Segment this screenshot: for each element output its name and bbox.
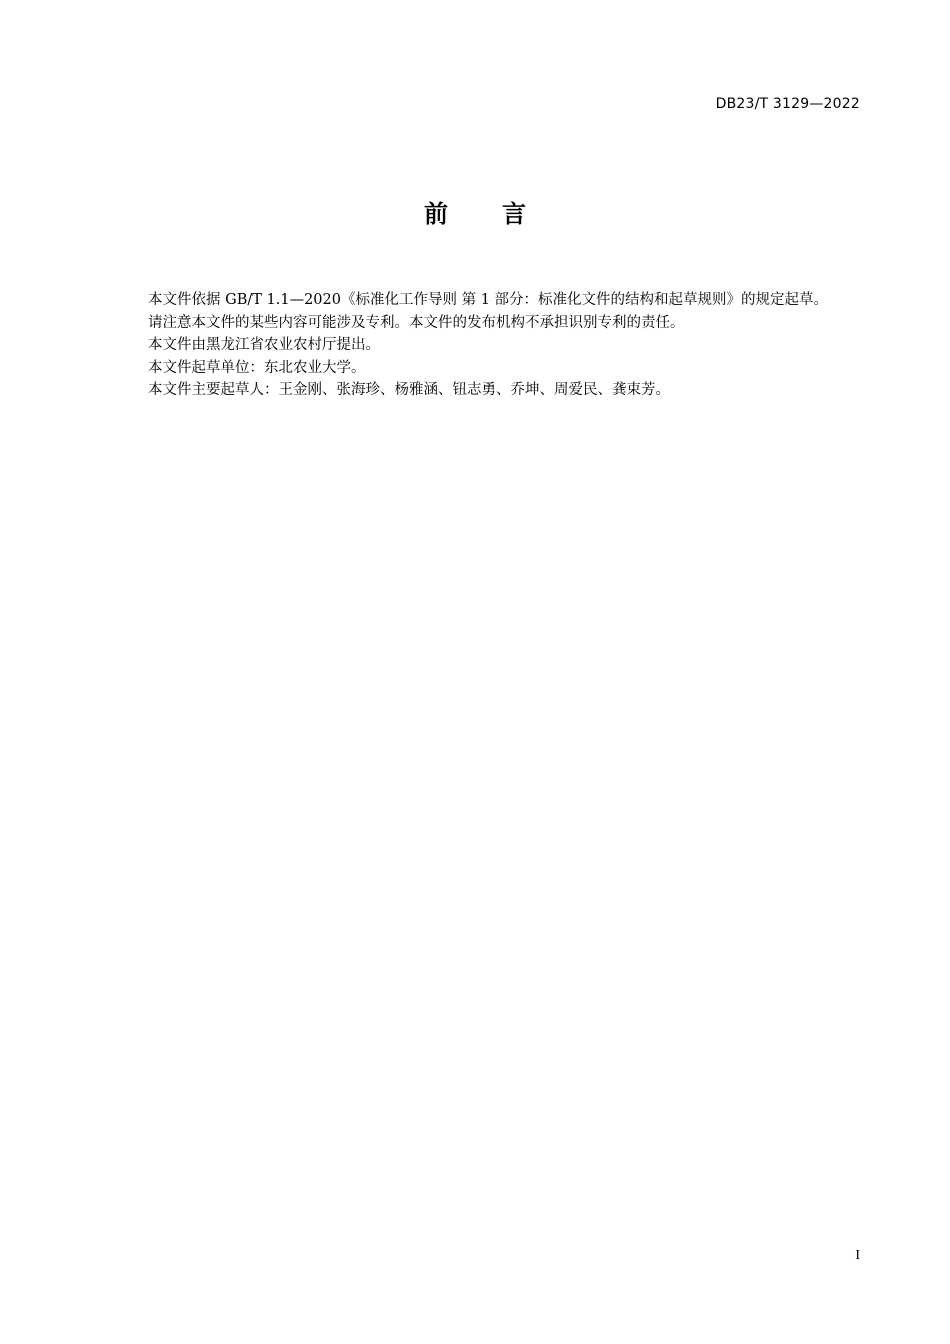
paragraph-proposer: 本文件由黑龙江省农业农村厅提出。 (148, 337, 380, 353)
paragraph-basis: 本文件依据 GB/T 1.1—2020《标准化工作导则 第 1 部分：标准化文件的结构和起草规则》的规定起草。 (148, 292, 829, 308)
page-number: I (855, 1248, 860, 1263)
section-title-foreword: 前言 (424, 200, 580, 228)
paragraph-drafting-unit: 本文件起草单位：东北农业大学。 (148, 359, 366, 376)
paragraph-patent-notice: 请注意本文件的某些内容可能涉及专利。本文件的发布机构不承担识别专利的责任。 (148, 314, 685, 331)
paragraph-drafters: 本文件主要起草人：王金刚、张海珍、杨雅涵、钮志勇、乔坤、周爱民、龚束芳。 (148, 382, 670, 398)
foreword-body (114, 289, 860, 402)
standard-number: DB23/T 3129—2022 (715, 96, 860, 112)
